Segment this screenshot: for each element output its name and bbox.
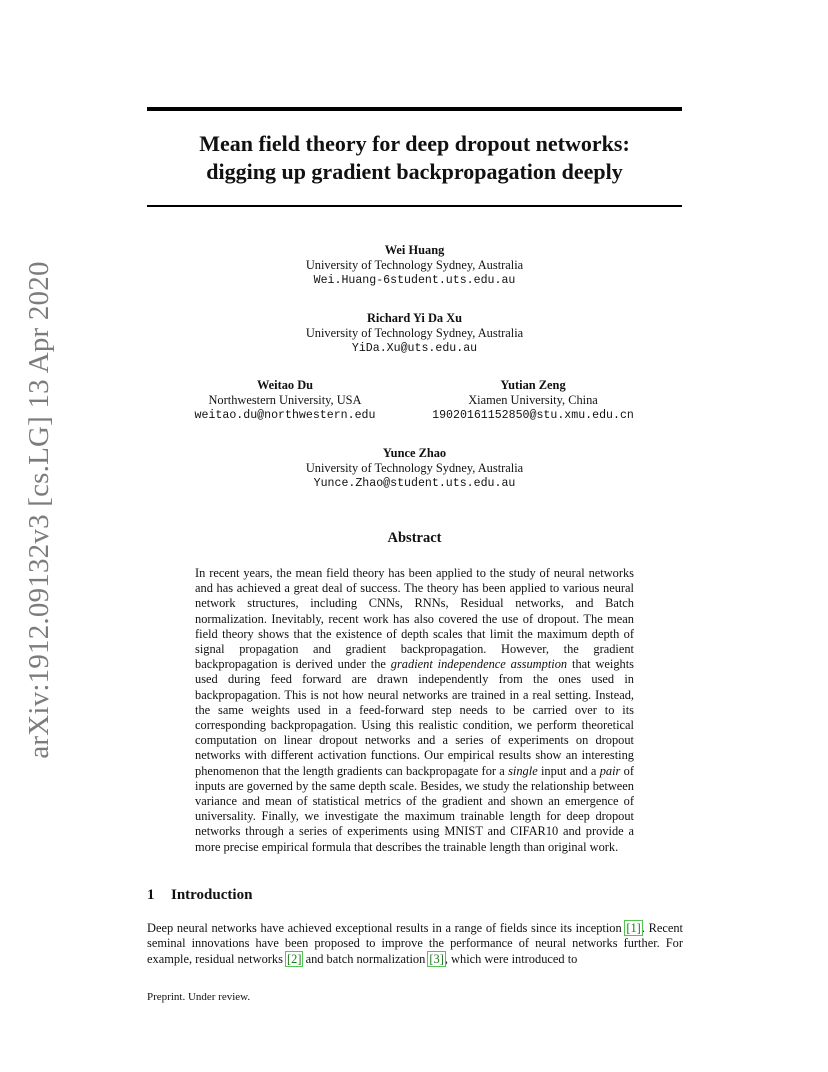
author-affiliation: Northwestern University, USA — [208, 393, 362, 407]
abstract-emphasis: pair — [599, 763, 621, 778]
intro-text: , which were introduced to — [444, 951, 578, 966]
abstract-text: input and a — [537, 763, 600, 778]
author-affiliation: University of Technology Sydney, Australia — [305, 326, 524, 340]
author-affiliation: University of Technology Sydney, Australia — [305, 258, 524, 272]
intro-text: Deep neural networks have achieved exceptional results in a range of fields since its inception — [147, 921, 626, 935]
preprint-footer: Preprint. Under review. — [147, 991, 251, 1003]
author-name: Richard Yi Da Xu — [366, 311, 463, 325]
author-email: Yunce.Zhao@student.uts.edu.au — [313, 477, 516, 490]
abstract-body — [195, 566, 634, 855]
section-number: 1 — [147, 887, 155, 903]
title-line-2: digging up gradient backpropagation deeply — [206, 159, 623, 184]
introduction-paragraph — [147, 921, 683, 967]
citation-link[interactable]: [2] — [287, 951, 302, 966]
section-heading-introduction — [147, 887, 252, 904]
author-block-1 — [147, 243, 682, 288]
paper-title — [147, 130, 682, 186]
title-line-1: Mean field theory for deep dropout networks: — [199, 131, 630, 156]
title-bottom-rule — [147, 205, 682, 207]
abstract-emphasis: gradient independence assumption — [390, 657, 568, 672]
author-block-4 — [413, 378, 653, 423]
abstract-text: of inputs are governed by the same depth scale. Besides, we study the relationship between variance and mean of statistical metrics of the gradient and shown an emergence of universality. Finally, we investigate the maximum trainable length for deep dropout networks through a series of experiments using MNIST and CIFAR10 and provide a more precise empirical formula that describes the trainable length than original work. — [195, 763, 634, 854]
intro-text: and batch normalization — [302, 951, 429, 966]
author-affiliation: University of Technology Sydney, Australia — [305, 461, 524, 475]
author-email: Wei.Huang-6student.uts.edu.au — [313, 274, 516, 287]
citation-link[interactable]: [1] — [626, 921, 641, 935]
abstract-text: that weights used during feed forward are drawn independently from the ones used in backpropagation. This is not how neural networks are trained in a real setting. Instead, the same weights used in a feed-forward step needs to be carried over to its corresponding backpropagation. Using this realistic condition, we perform theoretical computation on linear dropout networks and a series of experiments on dropout networks with different activation functions. Our empirical results show an interesting phenomenon that the length gradients can backpropagate for a — [195, 657, 635, 778]
intro-text: . Recent seminal innovations have been proposed to improve the performance of neural networks further. For example, residual networks — [147, 921, 683, 966]
author-block-2 — [147, 311, 682, 356]
arxiv-identifier-stamp: arXiv:1912.09132v3 [cs.LG] 13 Apr 2020 — [23, 261, 55, 759]
author-affiliation: Xiamen University, China — [468, 393, 598, 407]
title-top-rule — [147, 107, 682, 111]
author-email: YiDa.Xu@uts.edu.au — [351, 342, 478, 355]
author-name: Wei Huang — [384, 243, 445, 257]
abstract-emphasis: single — [508, 763, 538, 778]
abstract-heading: Abstract — [387, 530, 442, 546]
abstract-text: In recent years, the mean field theory has been applied to the study of neural networks and has achieved a great deal of success. The theory has been applied to various neural network structures, including CNNs, RNNs, Residual networks, and Batch normalization. Inevitably, recent work has also covered the use of dropout. The mean field theory shows that the existence of depth scales that limit the maximum depth of signal propagation and gradient backpropagation. However, the gradient backpropagation is derived under the — [195, 566, 634, 672]
citation-link[interactable]: [3] — [429, 951, 444, 966]
author-name: Yutian Zeng — [500, 378, 566, 392]
author-block-3 — [170, 378, 400, 423]
author-email: weitao.du@northwestern.edu — [194, 409, 376, 422]
author-block-5 — [147, 446, 682, 491]
author-name: Weitao Du — [256, 378, 314, 392]
author-email: 19020161152850@stu.xmu.edu.cn — [432, 409, 634, 422]
section-title: Introduction — [171, 887, 253, 903]
author-name: Yunce Zhao — [382, 446, 447, 460]
